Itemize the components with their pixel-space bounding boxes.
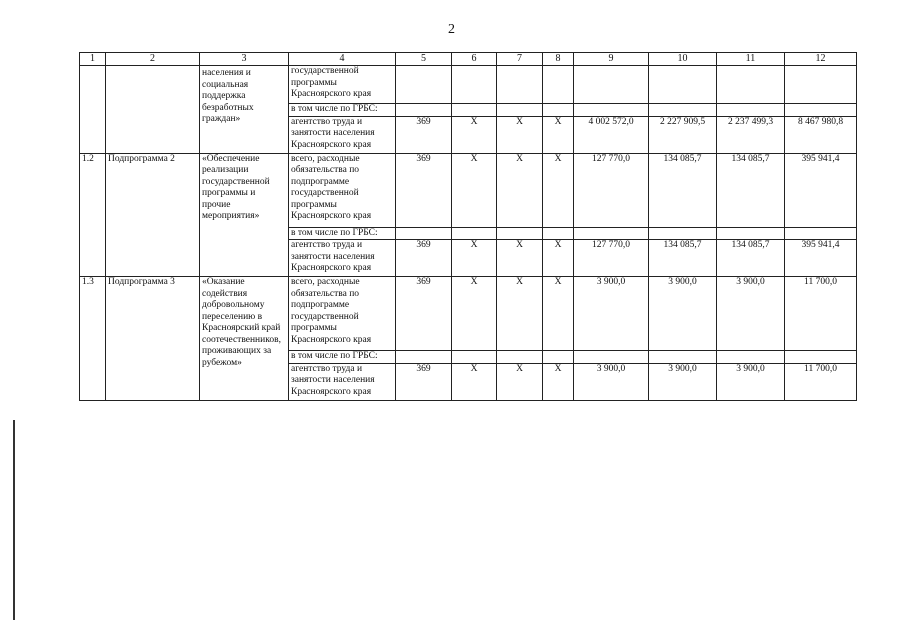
- empty-cell: [543, 227, 574, 240]
- code-cell: Х: [543, 116, 574, 153]
- scan-margin-line: [13, 420, 15, 620]
- total-cell: 395 941,4: [785, 240, 857, 277]
- empty-cell: [717, 351, 785, 364]
- empty-cell: [574, 351, 649, 364]
- total-cell: [785, 66, 857, 104]
- code-cell: Х: [497, 240, 543, 277]
- expense-desc-cell: в том числе по ГРБС:: [289, 227, 396, 240]
- code-cell: Х: [452, 240, 497, 277]
- amount-cell: 3 900,0: [717, 363, 785, 400]
- total-cell: 11 700,0: [785, 363, 857, 400]
- empty-cell: [452, 351, 497, 364]
- header-cell: 7: [497, 53, 543, 66]
- program-name-cell: «Оказание содействия добровольному переселению в Красноярский край соотечественников, проживающих за рубежом»: [200, 277, 289, 401]
- code-cell: Х: [543, 277, 574, 351]
- status-cell: Подпрограмма 2: [106, 153, 200, 277]
- code-cell: Х: [497, 363, 543, 400]
- amount-cell: 2 237 499,3: [717, 116, 785, 153]
- header-cell: 9: [574, 53, 649, 66]
- row-number-cell: [80, 66, 106, 154]
- code-cell: Х: [452, 277, 497, 351]
- empty-cell: [574, 104, 649, 117]
- amount-cell: [649, 66, 717, 104]
- empty-cell: [717, 227, 785, 240]
- grbs-code-cell: 369: [396, 116, 452, 153]
- empty-cell: [396, 351, 452, 364]
- amount-cell: 134 085,7: [649, 240, 717, 277]
- grbs-code-cell: 369: [396, 277, 452, 351]
- grbs-code-cell: 369: [396, 363, 452, 400]
- code-cell: Х: [497, 277, 543, 351]
- amount-cell: [574, 66, 649, 104]
- code-cell: Х: [543, 240, 574, 277]
- budget-table: [79, 52, 857, 401]
- empty-cell: [649, 104, 717, 117]
- amount-cell: 127 770,0: [574, 153, 649, 227]
- code-cell: Х: [543, 363, 574, 400]
- code-cell: Х: [452, 363, 497, 400]
- empty-cell: [785, 104, 857, 117]
- code-cell: [497, 66, 543, 104]
- table-row: [80, 153, 857, 227]
- header-cell: 4: [289, 53, 396, 66]
- grbs-code-cell: 369: [396, 240, 452, 277]
- expense-desc-cell: в том числе по ГРБС:: [289, 104, 396, 117]
- empty-cell: [785, 351, 857, 364]
- empty-cell: [543, 104, 574, 117]
- amount-cell: 127 770,0: [574, 240, 649, 277]
- table-header-row: [80, 53, 857, 66]
- total-cell: 11 700,0: [785, 277, 857, 351]
- total-cell: 8 467 980,8: [785, 116, 857, 153]
- expense-desc-cell: государственной программы Красноярского края: [289, 66, 396, 104]
- amount-cell: 3 900,0: [649, 363, 717, 400]
- header-cell: 10: [649, 53, 717, 66]
- empty-cell: [574, 227, 649, 240]
- code-cell: Х: [452, 116, 497, 153]
- code-cell: Х: [452, 153, 497, 227]
- header-cell: 2: [106, 53, 200, 66]
- expense-desc-cell: всего, расходные обязательства по подпрограмме государственной программы Красноярского края: [289, 153, 396, 227]
- amount-cell: 2 227 909,5: [649, 116, 717, 153]
- amount-cell: 134 085,7: [717, 153, 785, 227]
- code-cell: [543, 66, 574, 104]
- empty-cell: [396, 104, 452, 117]
- header-cell: 1: [80, 53, 106, 66]
- amount-cell: 3 900,0: [717, 277, 785, 351]
- amount-cell: 3 900,0: [649, 277, 717, 351]
- amount-cell: 134 085,7: [649, 153, 717, 227]
- empty-cell: [396, 227, 452, 240]
- row-number-cell: 1.3: [80, 277, 106, 401]
- amount-cell: 134 085,7: [717, 240, 785, 277]
- total-cell: 395 941,4: [785, 153, 857, 227]
- amount-cell: 3 900,0: [574, 277, 649, 351]
- header-cell: 11: [717, 53, 785, 66]
- expense-desc-cell: всего, расходные обязательства по подпрограмме государственной программы Красноярского края: [289, 277, 396, 351]
- expense-desc-cell: агентство труда и занятости населения Красноярского края: [289, 116, 396, 153]
- status-cell: [106, 66, 200, 154]
- page-number: 2: [448, 22, 455, 37]
- empty-cell: [543, 351, 574, 364]
- header-cell: 8: [543, 53, 574, 66]
- row-number-cell: 1.2: [80, 153, 106, 277]
- empty-cell: [649, 351, 717, 364]
- header-cell: 12: [785, 53, 857, 66]
- header-cell: 3: [200, 53, 289, 66]
- empty-cell: [497, 351, 543, 364]
- header-cell: 6: [452, 53, 497, 66]
- empty-cell: [497, 104, 543, 117]
- amount-cell: [717, 66, 785, 104]
- code-cell: Х: [497, 116, 543, 153]
- table-row: [80, 66, 857, 104]
- empty-cell: [497, 227, 543, 240]
- empty-cell: [452, 227, 497, 240]
- grbs-code-cell: [396, 66, 452, 104]
- amount-cell: 3 900,0: [574, 363, 649, 400]
- code-cell: Х: [497, 153, 543, 227]
- code-cell: Х: [543, 153, 574, 227]
- program-name-cell: населения и социальная поддержка безработных граждан»: [200, 66, 289, 154]
- empty-cell: [649, 227, 717, 240]
- expense-desc-cell: агентство труда и занятости населения Красноярского края: [289, 363, 396, 400]
- empty-cell: [452, 104, 497, 117]
- amount-cell: 4 002 572,0: [574, 116, 649, 153]
- table-row: [80, 277, 857, 351]
- program-name-cell: «Обеспечение реализации государственной программы и прочие мероприятия»: [200, 153, 289, 277]
- header-cell: 5: [396, 53, 452, 66]
- empty-cell: [785, 227, 857, 240]
- empty-cell: [717, 104, 785, 117]
- expense-desc-cell: агентство труда и занятости населения Красноярского края: [289, 240, 396, 277]
- code-cell: [452, 66, 497, 104]
- status-cell: Подпрограмма 3: [106, 277, 200, 401]
- expense-desc-cell: в том числе по ГРБС:: [289, 351, 396, 364]
- grbs-code-cell: 369: [396, 153, 452, 227]
